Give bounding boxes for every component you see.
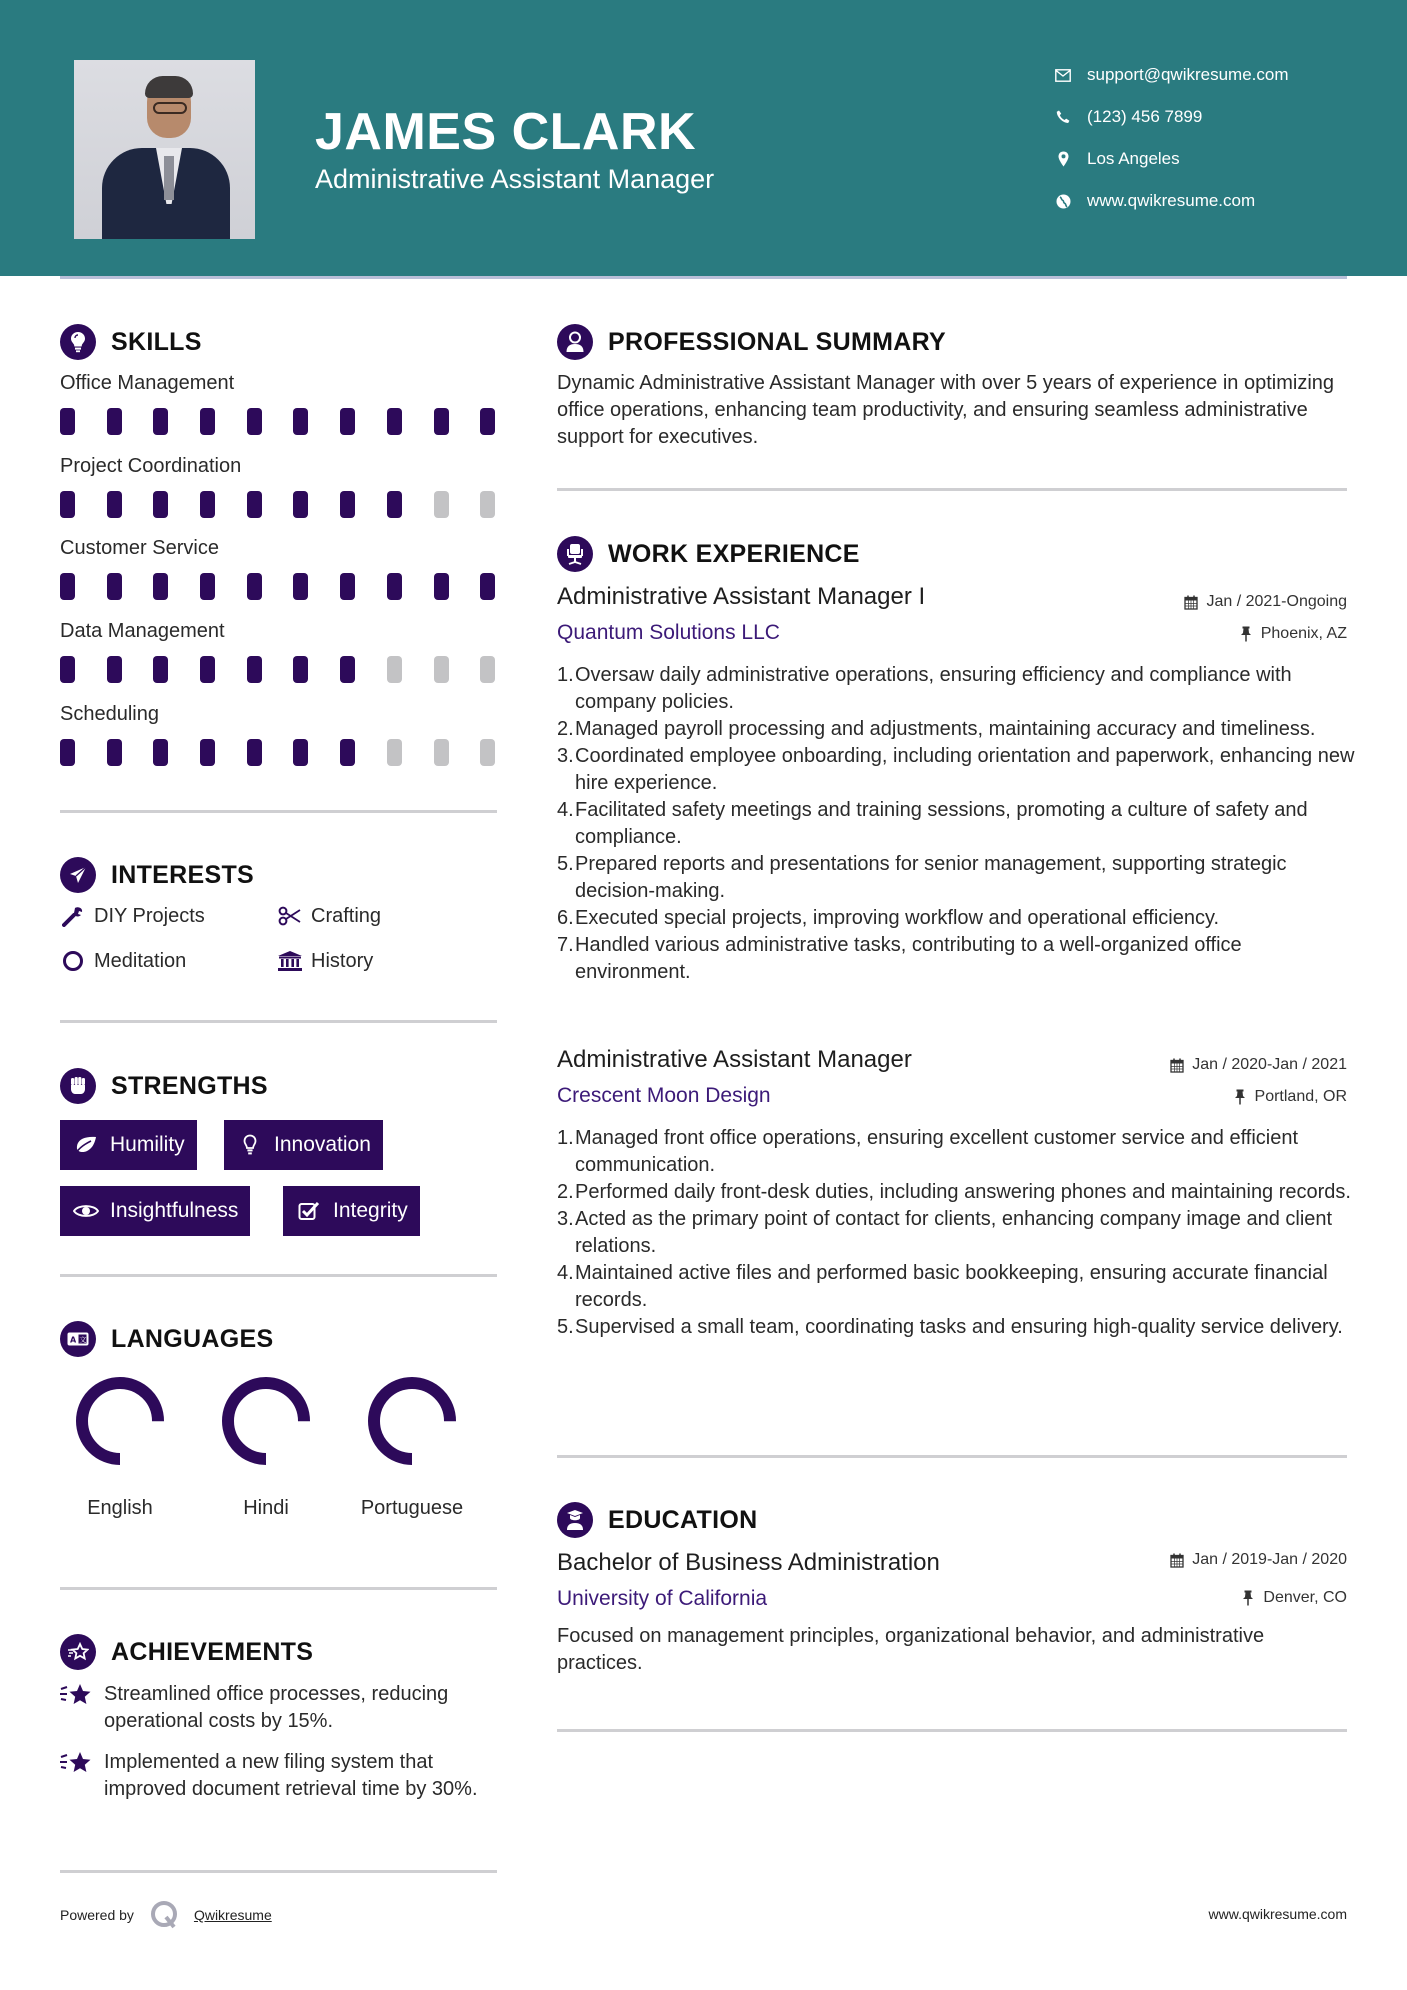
section-divider — [60, 1870, 497, 1873]
language-item — [337, 1375, 487, 1522]
contact-location-text: Los Angeles — [1087, 149, 1180, 168]
skill-bar-segment — [293, 656, 308, 683]
contact-phone[interactable] — [1052, 96, 1372, 138]
interest-label: Crafting — [311, 904, 382, 927]
office-chair-icon — [557, 536, 593, 572]
duty-item: Executed special projects, improving workflow and operational efficiency. — [575, 907, 1220, 929]
duty-item: Facilitated safety meetings and training sessions, promoting a culture of safety and compliance. — [575, 799, 1308, 848]
photo-hair — [145, 76, 193, 98]
skill-bar-segment — [434, 408, 449, 435]
duty-item: Prepared reports and presentations for senior management, supporting strategic decision-making. — [575, 853, 1287, 902]
skill-label: Office Management — [60, 372, 235, 394]
strength-label: Innovation — [274, 1133, 371, 1156]
phone-icon — [1052, 106, 1074, 128]
skill-bar-segment — [340, 656, 355, 683]
contact-list — [1052, 54, 1372, 222]
interest-label: DIY Projects — [94, 904, 205, 927]
skill-bar-segment — [434, 491, 449, 518]
language-ring — [366, 1375, 458, 1467]
section-divider — [60, 1587, 497, 1590]
duty-item: Oversaw daily administrative operations, ensuring efficiency and compliance with company policies. — [575, 664, 1292, 713]
section-divider — [557, 488, 1347, 491]
interests-title: INTERESTS — [111, 860, 254, 889]
language-label: Portuguese — [360, 1497, 464, 1519]
summary-text: Dynamic Administrative Assistant Manager with over 5 years of experience in optimizing office operations, enhancing team productivity, and ensuring seamless administrative support for executives. — [557, 372, 1335, 448]
skill-bar-segment — [107, 573, 122, 600]
languages-heading — [60, 1321, 273, 1357]
profile-photo — [74, 60, 255, 239]
skill-bar-segment — [60, 491, 75, 518]
contact-email-text: support@qwikresume.com — [1087, 65, 1289, 84]
skill-bar-segment — [434, 573, 449, 600]
contact-phone-text: (123) 456 7899 — [1087, 107, 1203, 126]
duty-item: Acted as the primary point of contact for clients, enhancing company image and client relations. — [575, 1208, 1333, 1257]
skill-bar-segment — [434, 739, 449, 766]
skill-bar-segment — [200, 656, 215, 683]
skills-heading — [60, 324, 202, 360]
skill-rating — [60, 739, 527, 766]
interest-label: Meditation — [94, 949, 187, 972]
strength-tag — [224, 1120, 383, 1170]
education-dates-text: Jan / 2019-Jan / 2020 — [1192, 1551, 1347, 1568]
skill-bar-segment — [200, 739, 215, 766]
leaf-icon — [72, 1133, 100, 1157]
section-divider — [60, 1274, 497, 1277]
qwikresume-logo-icon — [150, 1900, 180, 1930]
skill-bar-segment — [293, 408, 308, 435]
job-dates — [1182, 593, 1347, 611]
calendar-icon — [1168, 1551, 1186, 1569]
skill-rating — [60, 656, 527, 683]
language-ring — [220, 1375, 312, 1467]
candidate-title: Administrative Assistant Manager — [315, 164, 715, 194]
skill-bar-segment — [480, 491, 495, 518]
education-heading — [557, 1502, 757, 1538]
qwikresume-link[interactable]: Qwikresume — [193, 1907, 272, 1923]
strengths-title: STRENGTHS — [111, 1071, 268, 1100]
company-name: Crescent Moon Design — [557, 1084, 771, 1107]
scissors-icon — [277, 904, 303, 928]
pushpin-icon — [1237, 625, 1255, 643]
job-duties — [557, 662, 1357, 986]
skill-bar-segment — [293, 491, 308, 518]
job-location-text: Portland, OR — [1254, 1088, 1347, 1105]
skill-label: Customer Service — [60, 537, 219, 559]
skill-label: Data Management — [60, 620, 225, 642]
duty-item: Handled various administrative tasks, contributing to a well-organized office environment. — [575, 934, 1242, 983]
strengths-heading — [60, 1068, 268, 1104]
section-divider — [60, 1020, 497, 1023]
duty-item: Supervised a small team, coordinating tasks and ensuring high-quality service delivery. — [575, 1316, 1343, 1338]
skill-bar-segment — [480, 408, 495, 435]
job-title: Administrative Assistant Manager — [557, 1046, 912, 1073]
interest-label: History — [311, 949, 374, 972]
contact-location — [1052, 138, 1372, 180]
skill-bar-segment — [60, 573, 75, 600]
graduate-icon — [557, 1502, 593, 1538]
contact-website[interactable] — [1052, 180, 1372, 222]
language-ring — [74, 1375, 166, 1467]
degree-title: Bachelor of Business Administration — [557, 1549, 940, 1576]
achievement-item — [60, 1681, 490, 1735]
skill-bar-segment — [60, 656, 75, 683]
education-location-text: Denver, CO — [1263, 1589, 1347, 1606]
duty-item: Performed daily front-desk duties, including answering phones and maintaining records. — [575, 1181, 1351, 1203]
circle-icon — [60, 949, 86, 973]
duty-item: Managed payroll processing and adjustments, maintaining accuracy and timeliness. — [575, 718, 1316, 740]
map-marker-icon — [1052, 148, 1074, 170]
contact-email[interactable] — [1052, 54, 1372, 96]
pushpin-icon — [1231, 1088, 1249, 1106]
skill-bar-segment — [153, 573, 168, 600]
star-badge-icon — [60, 1682, 94, 1708]
achievement-item — [60, 1749, 490, 1803]
skill-bar-segment — [153, 739, 168, 766]
job-location-text: Phoenix, AZ — [1260, 625, 1347, 642]
skills-title: SKILLS — [111, 327, 202, 356]
skill-bar-segment — [434, 656, 449, 683]
language-label: Hindi — [243, 1497, 289, 1519]
education-title: EDUCATION — [608, 1505, 758, 1534]
school-name: University of California — [557, 1587, 768, 1610]
svg-text:A: A — [70, 1335, 77, 1345]
job-location — [1231, 1088, 1347, 1106]
museum-icon — [277, 949, 303, 973]
language-label: English — [87, 1497, 153, 1519]
footer-powered-by — [60, 1900, 272, 1930]
skill-bar-segment — [247, 656, 262, 683]
education-dates — [1168, 1551, 1347, 1569]
skill-bar-segment — [480, 573, 495, 600]
skill-bar-segment — [387, 739, 402, 766]
skill-bar-segment — [293, 739, 308, 766]
globe-icon — [1052, 190, 1074, 212]
calendar-icon — [1168, 1056, 1186, 1074]
skill-bar-segment — [340, 739, 355, 766]
language-item — [45, 1375, 195, 1522]
resume-header — [0, 0, 1407, 276]
strength-label: Humility — [110, 1133, 185, 1156]
strength-tag — [283, 1186, 420, 1236]
education-location — [1239, 1589, 1347, 1607]
eye-icon — [72, 1199, 100, 1223]
skill-bar-segment — [107, 656, 122, 683]
section-divider — [557, 1729, 1347, 1732]
interest-item — [277, 949, 373, 973]
skill-bar-segment — [340, 408, 355, 435]
lightbulb-icon — [60, 324, 96, 360]
job-dates-text: Jan / 2020-Jan / 2021 — [1192, 1056, 1347, 1073]
skill-bar-segment — [107, 739, 122, 766]
strength-tag — [60, 1186, 250, 1236]
skill-bar-segment — [153, 491, 168, 518]
skill-bar-segment — [247, 573, 262, 600]
paper-plane-icon — [60, 857, 96, 893]
education-description: Focused on management principles, organizational behavior, and administrative practices. — [557, 1625, 1265, 1674]
skill-label: Project Coordination — [60, 455, 242, 477]
language-icon — [60, 1321, 96, 1357]
duty-item: Maintained active files and performed basic bookkeeping, ensuring accurate financial records. — [575, 1262, 1328, 1311]
interest-item — [277, 904, 381, 928]
skill-rating — [60, 491, 527, 518]
achievements-heading — [60, 1634, 313, 1670]
experience-title: WORK EXPERIENCE — [608, 539, 860, 568]
experience-heading — [557, 536, 860, 572]
skill-bar-segment — [200, 408, 215, 435]
wrench-icon — [60, 904, 86, 928]
skill-bar-segment — [153, 656, 168, 683]
achievement-text: Implemented a new filing system that improved document retrieval time by 30%. — [104, 1751, 478, 1800]
skill-bar-segment — [387, 656, 402, 683]
summary-title: PROFESSIONAL SUMMARY — [608, 327, 946, 356]
skill-rating — [60, 573, 527, 600]
job-duties — [557, 1125, 1357, 1341]
header-underline — [60, 276, 1347, 279]
skill-bar-segment — [60, 408, 75, 435]
strength-label: Integrity — [333, 1199, 408, 1222]
achievement-text: Streamlined office processes, reducing operational costs by 15%. — [104, 1683, 449, 1732]
achievements-title: ACHIEVEMENTS — [111, 1637, 314, 1666]
strength-tag — [60, 1120, 197, 1170]
skill-bar-segment — [200, 573, 215, 600]
job-dates — [1168, 1056, 1347, 1074]
skill-bar-segment — [200, 491, 215, 518]
language-item — [191, 1375, 341, 1522]
skill-rating — [60, 408, 527, 435]
photo-tie — [164, 156, 174, 200]
calendar-icon — [1182, 593, 1200, 611]
skill-bar-segment — [153, 408, 168, 435]
pushpin-icon — [1239, 1589, 1257, 1607]
powered-by-label: Powered by — [60, 1907, 134, 1923]
fist-icon — [60, 1068, 96, 1104]
user-icon — [557, 324, 593, 360]
languages-title: LANGUAGES — [111, 1324, 274, 1353]
skill-bar-segment — [107, 491, 122, 518]
skill-bar-segment — [293, 573, 308, 600]
skill-bar-segment — [480, 656, 495, 683]
skill-bar-segment — [60, 739, 75, 766]
duty-item: Managed front office operations, ensuring excellent customer service and efficient communication. — [575, 1127, 1299, 1176]
interest-item — [60, 949, 186, 973]
skill-label: Scheduling — [60, 703, 159, 725]
photo-glasses — [153, 102, 187, 114]
skill-bar-segment — [107, 408, 122, 435]
envelope-icon — [1052, 64, 1074, 86]
lightbulb-icon — [236, 1133, 264, 1157]
skill-bar-segment — [387, 408, 402, 435]
contact-website-text: www.qwikresume.com — [1087, 191, 1256, 210]
candidate-name: JAMES CLARK — [315, 103, 697, 161]
summary-heading — [557, 324, 946, 360]
star-badge-icon — [60, 1634, 96, 1670]
section-divider — [557, 1455, 1347, 1458]
job-location — [1237, 625, 1347, 643]
skill-bar-segment — [340, 491, 355, 518]
skill-bar-segment — [247, 491, 262, 518]
footer-website[interactable]: www.qwikresume.com — [1208, 1906, 1347, 1922]
svg-text:文: 文 — [79, 1336, 87, 1344]
company-name: Quantum Solutions LLC — [557, 621, 780, 644]
check-square-icon — [295, 1199, 323, 1223]
skill-bar-segment — [480, 739, 495, 766]
skill-bar-segment — [387, 573, 402, 600]
job-title: Administrative Assistant Manager I — [557, 583, 926, 610]
skill-bar-segment — [340, 573, 355, 600]
interest-item — [60, 904, 205, 928]
strength-label: Insightfulness — [110, 1199, 239, 1222]
job-dates-text: Jan / 2021-Ongoing — [1206, 593, 1347, 610]
skill-bar-segment — [387, 491, 402, 518]
skill-bar-segment — [247, 739, 262, 766]
skill-bar-segment — [247, 408, 262, 435]
duty-item: Coordinated employee onboarding, including orientation and paperwork, enhancing new hire experience. — [575, 745, 1355, 794]
interests-heading — [60, 857, 254, 893]
section-divider — [60, 810, 497, 813]
star-badge-icon — [60, 1750, 94, 1776]
